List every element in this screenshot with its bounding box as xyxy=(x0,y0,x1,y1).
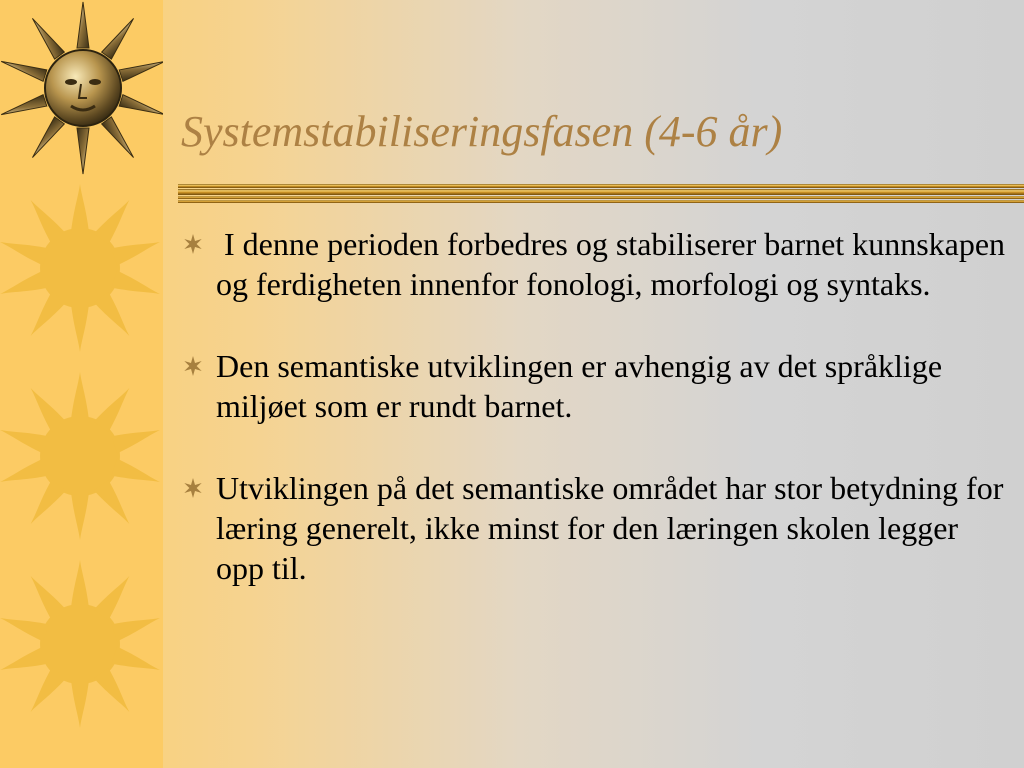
bullet-item xyxy=(180,224,1014,304)
bullet-item xyxy=(180,346,1010,426)
bullet-text: Den semantiske utviklingen er avhengig av det språklige miljøet som er rundt barnet. xyxy=(216,348,943,424)
sun-icon xyxy=(0,556,163,732)
six-point-star-icon xyxy=(182,233,204,255)
bullet-text: Utviklingen på det semantiske området har stor betydning for læring generelt, ikke minst for den læringen skolen legger opp til. xyxy=(216,470,1004,586)
six-point-star-icon xyxy=(182,477,204,499)
bullet-list xyxy=(180,224,1014,630)
sun-icon xyxy=(0,180,163,356)
slide-title: Systemstabiliseringsfasen (4-6 år) xyxy=(181,107,783,156)
sun-face-icon xyxy=(0,0,163,180)
bullet-text: I denne perioden forbedres og stabiliserer barnet kunnskapen og ferdigheten innenfor fonologi, morfologi og syntaks. xyxy=(216,226,1014,302)
six-point-star-icon xyxy=(182,355,204,377)
title-underline xyxy=(178,183,1024,205)
sun-icon xyxy=(0,368,163,544)
bullet-item xyxy=(180,468,1010,588)
